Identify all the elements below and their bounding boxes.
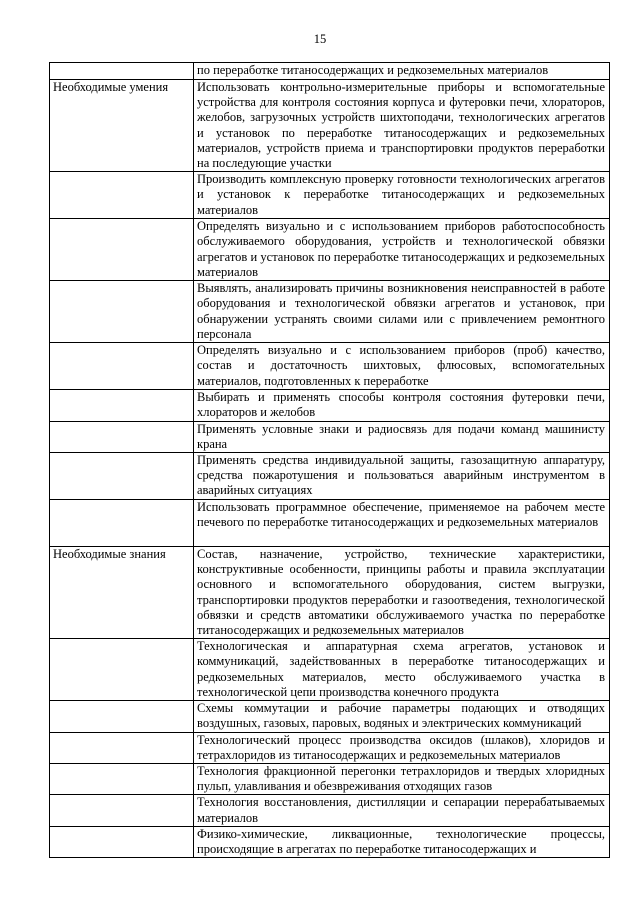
table-row: [50, 421, 610, 452]
row-label: [50, 795, 194, 826]
table-row: [50, 701, 610, 732]
row-text: Технологическая и аппаратурная схема агрегатов, установок и коммуникаций, задействованных в переработке титаносодержащих и редкоземельных материалов, место обслуживаемого участка в технологической цепи производства конечного продукта: [194, 639, 610, 701]
row-label: [50, 732, 194, 763]
row-label: [50, 343, 194, 390]
row-text: Производить комплексную проверку готовности технологических агрегатов и установок к переработке титаносодержащих и редкоземельных материалов: [194, 172, 610, 219]
table-row: [50, 764, 610, 795]
table-row: [50, 281, 610, 343]
row-text: Определять визуально и с использованием приборов работоспособность обслуживаемого оборудования, устройств и технологической обвязки агрегатов и установок по переработке титаносодержащих и редкоземельных материалов: [194, 219, 610, 281]
table-row: [50, 639, 610, 701]
row-label: [50, 639, 194, 701]
row-label: Необходимые умения: [50, 80, 194, 172]
row-label: [50, 172, 194, 219]
row-text: Технологический процесс производства оксидов (шлаков), хлоридов и тетрахлоридов из титаносодержащих и редкоземельных материалов: [194, 732, 610, 763]
row-label: [50, 500, 194, 547]
row-text: Определять визуально и с использованием приборов (проб) качество, состав и достаточность шихтовых, флюсовых, вспомогательных материалов, подготовленных к переработке: [194, 343, 610, 390]
table-row: [50, 390, 610, 421]
row-label: [50, 764, 194, 795]
table-row: [50, 826, 610, 857]
row-label: [50, 63, 194, 80]
page-number: 15: [313, 32, 327, 46]
row-label: [50, 453, 194, 500]
row-text: Применять средства индивидуальной защиты, газозащитную аппаратуру, средства пожаротушения и пользоваться аварийным инструментом в аварийных ситуациях: [194, 453, 610, 500]
row-text: Технология фракционной перегонки тетрахлоридов и твердых хлоридных пульп, улавливания и обезвреживания отходящих газов: [194, 764, 610, 795]
row-label: [50, 281, 194, 343]
row-text: Состав, назначение, устройство, технические характеристики, конструктивные особенности, принципы работы и правила эксплуатации основного и вспомогательного оборудования, систем выгрузки, транспортировки продуктов переработки и газоотведения, технологической обвязки и средств автоматики обслуживаемого участка по переработке титаносодержащих и редкоземельных материалов: [194, 547, 610, 639]
row-text: Физико-химические, ликвационные, технологические процессы, происходящие в агрегатах по переработке титаносодержащих и: [194, 826, 610, 857]
requirements-table: [49, 62, 610, 858]
table-row: [50, 795, 610, 826]
row-text: по переработке титаносодержащих и редкоземельных материалов: [194, 63, 610, 80]
table-row: [50, 547, 610, 639]
row-text: Использовать контрольно-измерительные приборы и вспомогательные устройства для контроля состояния корпуса и футеровки печи, хлораторов, желобов, загрузочных устройств шихтоподачи, технологических агрегатов и установок по переработке титаносодержащих и редкоземельных материалов, устройств приема и транспортировки продуктов переработки на последующие участки: [194, 80, 610, 172]
row-label: Необходимые знания: [50, 547, 194, 639]
row-label: [50, 701, 194, 732]
row-text: Применять условные знаки и радиосвязь для подачи команд машинисту крана: [194, 421, 610, 452]
table-row: [50, 732, 610, 763]
row-label: [50, 219, 194, 281]
row-label: [50, 826, 194, 857]
table-row: [50, 500, 610, 547]
row-text: Выявлять, анализировать причины возникновения неисправностей в работе оборудования и технологической обвязки агрегатов и установок, при обнаружении устранять своими силами или с привлечением ремонтного персонала: [194, 281, 610, 343]
table-row: [50, 453, 610, 500]
row-text: Технология восстановления, дистилляции и сепарации перерабатываемых материалов: [194, 795, 610, 826]
row-label: [50, 390, 194, 421]
row-text: Схемы коммутации и рабочие параметры подающих и отводящих воздушных, газовых, паровых, водяных и электрических коммуникаций: [194, 701, 610, 732]
table-row: [50, 63, 610, 80]
table-row: [50, 219, 610, 281]
table-row: [50, 80, 610, 172]
table-row: [50, 172, 610, 219]
row-label: [50, 421, 194, 452]
table-row: [50, 343, 610, 390]
row-text: Использовать программное обеспечение, применяемое на рабочем месте печевого по переработке титаносодержащих и редкоземельных материалов: [194, 500, 610, 547]
row-text: Выбирать и применять способы контроля состояния футеровки печи, хлораторов и желобов: [194, 390, 610, 421]
